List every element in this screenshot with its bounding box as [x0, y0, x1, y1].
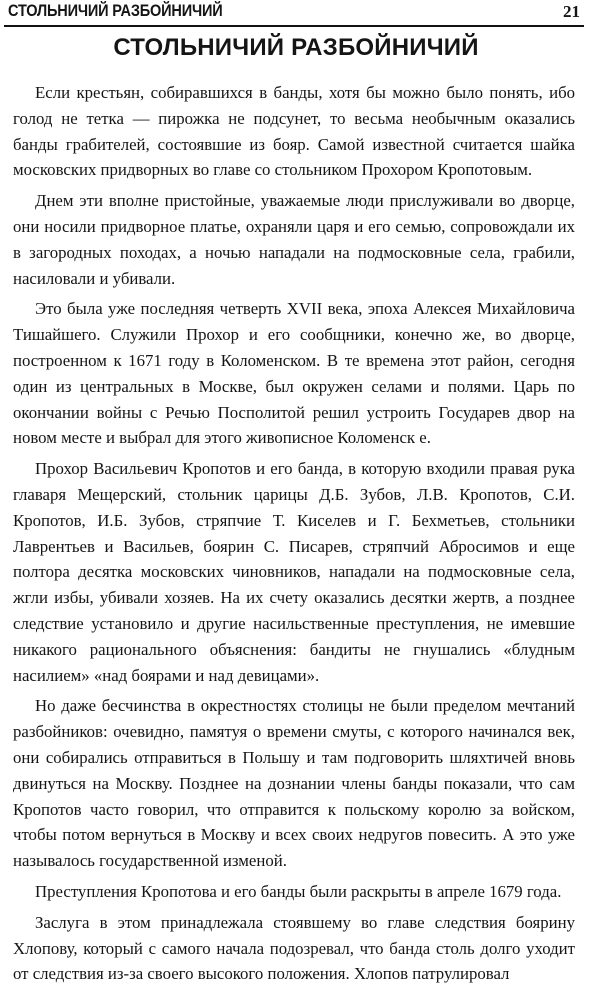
header-rule [4, 25, 584, 27]
paragraph: Преступления Кропотова и его банды были раскрыты в апреле 1679 года. [35, 881, 562, 901]
paragraph: Но даже бесчинства в окрестностях столицы не были пределом мечтаний разбойников: очевидно, памятуя о времени смуты, с которого начинался век, они собирались отправиться в Польшу и там подговорить шляхтичей вновь двинуться на Москву. Позднее на дознании члены банды показали, что сам Кропотов часто говорил, что отправится к польскому королю за войском, чтобы потом вернуться в Москву и всех своих недругов повесить. А это уже называлось государственной изменой. [13, 696, 575, 871]
paragraph: Заслуга в этом принадлежала стоявшему во главе следствия боярину Хлопову, который с самого начала подозревал, что банда столь долго уходит от следствия из-за своего высокого положения. Хлопов патрулировал [13, 912, 575, 984]
paragraph: Это была уже последняя четверть XVII века, эпоха Алексея Михайловича Тишайшего. Служили Прохор и его сообщники, конечно же, во дворце, построенном к 1671 году в Коломенском. В те времена этот район, сегодня один из центральных в Москве, был окружен селами и полями. Царь по окончании войны с Речью Посполитой решил устроить Государев двор на новом месте и выбрал для этого живописное Коломенск е. [13, 299, 575, 448]
paragraph: Днем эти вполне пристойные, уважаемые люди прислуживали во дворце, они носили придворное платье, охраняли царя и его семью, сопровождали их в загородных походах, а ночью нападали на подмосковные села, грабили, насиловали и убивали. [13, 191, 575, 288]
running-header [8, 2, 582, 26]
chapter-title: СТОЛЬНИЧИЙ РАЗБОЙНИЧИЙ [113, 34, 479, 61]
body-text [13, 80, 575, 992]
running-title: СТОЛЬНИЧИЙ РАЗБОЙНИЧИЙ [8, 2, 223, 20]
page-number: 21 [563, 2, 580, 21]
paragraph: Прохор Васильевич Кропотов и его банда, в которую входили правая рука главаря Мещерский, стольник царицы Д.Б. Зубов, Л.В. Кропотов, С.И. Кропотов, И.Б. Зубов, стряпчие Т. Киселев и Г. Бехметьев, стольники Лаврентьев и Васильев, боярин С. Писарев, стряпчий Абросимов и еще полтора десятка московских чиновников, нападали на подмосковные села, жгли избы, убивали хозяев. На их счету оказались десятки жертв, а позднее следствие установило и другие насильственные преступления, не имевшие никакого рационального объяснения: бандиты не гнушались «блудным насилием» «над боярами и над девицами». [13, 459, 575, 685]
paragraph: Если крестьян, собиравшихся в банды, хотя бы можно было понять, ибо голод не тетка — пирожка не подсунет, то весьма необычным оказались банды грабителей, состоявшие из бояр. Самой известной считается шайка московских придворных во главе со стольником Прохором Кропотовым. [13, 83, 575, 180]
